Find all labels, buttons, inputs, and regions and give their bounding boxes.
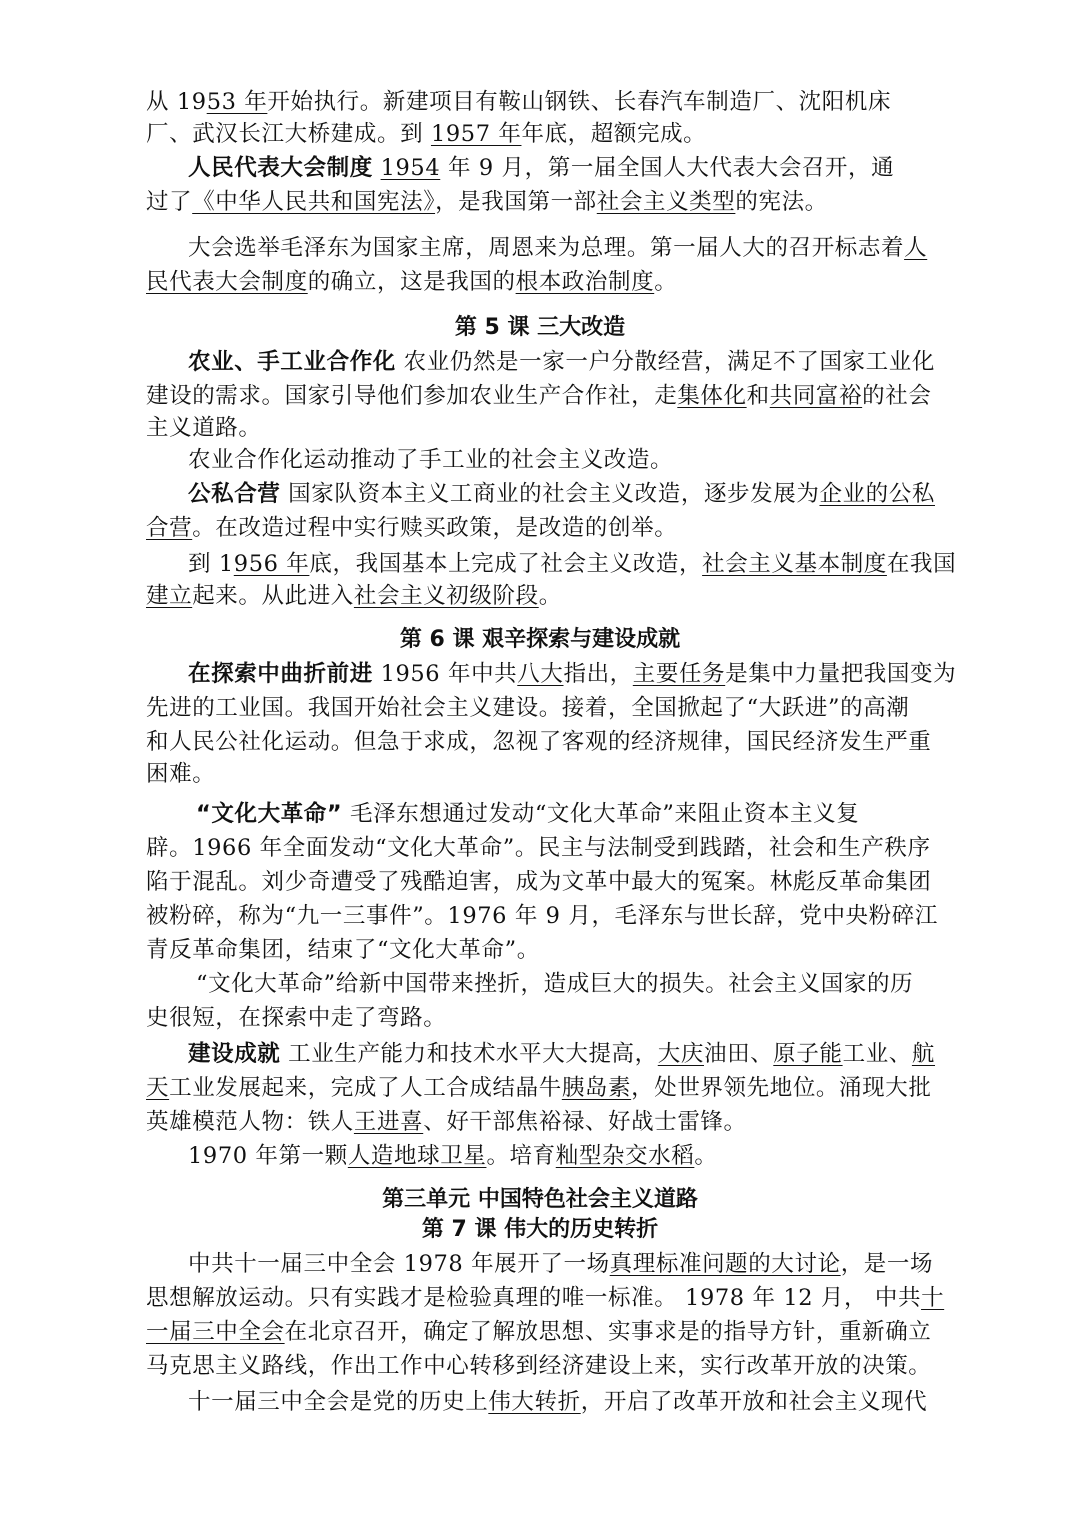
text-run: 。 xyxy=(654,269,678,295)
text-line xyxy=(146,1002,446,1034)
text-run: 和 xyxy=(746,383,770,409)
text-run: 农业仍然是一家一户分散经营，满足不了国家工业化 xyxy=(395,349,935,375)
text-run: ，是我国第一部 xyxy=(435,189,597,215)
text-line xyxy=(188,232,927,264)
text-run: 过了 xyxy=(146,189,193,215)
section-heading: 第 5 课 三大改造 xyxy=(454,315,626,340)
term-heading: 在探索中曲折前进 xyxy=(188,661,373,687)
text-run: 工业生产能力和技术水平大大提高， xyxy=(280,1041,658,1067)
text-run: 工业发展起来，完成了人工合成结晶牛 xyxy=(169,1075,562,1101)
text-line xyxy=(188,1248,933,1280)
text-line xyxy=(196,968,913,1000)
text-run: 主义道路。 xyxy=(146,415,262,441)
text-run: 中共十一届三中全会 1978 年展开了一场 xyxy=(188,1251,610,1277)
text-run: 从 19 xyxy=(146,89,207,115)
key-term: 航 xyxy=(911,1041,936,1067)
text-run: 青反革命集团，结束了“文化大革命”。 xyxy=(146,937,540,963)
text-line xyxy=(146,1282,944,1314)
text-run: 困难。 xyxy=(146,761,216,787)
key-term: 八大 xyxy=(517,661,564,687)
text-run xyxy=(373,155,381,181)
text-line xyxy=(188,548,956,580)
term-heading: 农业、手工业合作化 xyxy=(188,349,396,375)
key-term: 胰岛素 xyxy=(561,1075,632,1101)
text-run: 的宪法。 xyxy=(735,189,828,215)
key-term: 956 年 xyxy=(233,551,310,577)
text-run: 思想解放运动。只有实践才是检验真理的唯一标准。 1978 年 12 月， 中共 xyxy=(146,1285,922,1311)
text-line xyxy=(146,380,931,412)
text-run: 先进的工业国。我国开始社会主义建设。接着，全国掀起了“大跃进”的高潮 xyxy=(146,695,910,721)
key-term: 民代表大会制度 xyxy=(146,269,308,295)
text-run: 的社会 xyxy=(862,383,932,409)
key-term: 大庆 xyxy=(657,1041,704,1067)
text-run: 。培育 xyxy=(486,1143,556,1169)
key-term: 十 xyxy=(921,1285,945,1311)
text-run: ，是一场 xyxy=(840,1251,934,1277)
key-term: 根本政治制度 xyxy=(515,269,655,295)
text-run: 十一届三中全会是党的历史上 xyxy=(188,1389,489,1415)
section-heading: 第 6 课 艰辛探索与建设成就 xyxy=(399,627,681,652)
key-term: 社会主义初级阶段 xyxy=(353,583,539,609)
section-heading: 第三单元 中国特色社会主义道路 xyxy=(382,1187,698,1212)
term-heading: 建设成就 xyxy=(188,1041,281,1067)
text-run: 英雄模范人物：铁人 xyxy=(146,1109,354,1135)
text-line xyxy=(188,478,935,510)
key-term: 原子能 xyxy=(773,1041,843,1067)
text-run: 开始执行。新建项目有鞍山钢铁、长春汽车制造厂、沈阳机床 xyxy=(267,89,892,115)
term-heading: 公私合营 xyxy=(188,481,281,507)
text-line xyxy=(146,580,562,612)
text-line xyxy=(146,866,931,898)
key-term: 建立 xyxy=(146,583,193,609)
text-line xyxy=(146,1072,931,1104)
text-run: ，开启了改革开放和社会主义现代 xyxy=(580,1389,928,1415)
key-term: 企业的公私 xyxy=(819,481,935,507)
text-line xyxy=(188,1386,927,1418)
text-run: 在北京召开，确定了解放思想、实事求是的指导方针，重新确立 xyxy=(284,1319,932,1345)
text-run: 底，我国基本上完成了社会主义改造， xyxy=(309,551,703,577)
text-line xyxy=(146,412,262,444)
text-run: 国家队资本主义工商业的社会主义改造，逐步发展为 xyxy=(280,481,820,507)
text-run: 在我国 xyxy=(886,551,957,577)
text-line xyxy=(146,266,677,298)
text-line xyxy=(146,1350,931,1382)
text-run: 史很短，在探索中走了弯路。 xyxy=(146,1005,447,1031)
text-run: 的确立，这是我国的 xyxy=(307,269,516,295)
key-term: 人 xyxy=(904,235,928,261)
text-line xyxy=(188,1038,935,1070)
text-line xyxy=(188,658,956,690)
key-term: 集体化 xyxy=(677,383,747,409)
key-term: 53 年 xyxy=(206,89,268,115)
text-run: 1970 年第一颗 xyxy=(188,1143,348,1169)
text-run: 辟。1966 年全面发动“文化大革命”。民主与法制受到践踏，社会和生产秩序 xyxy=(146,835,931,861)
key-term: 王进喜 xyxy=(353,1109,424,1135)
term-heading: 人民代表大会制度 xyxy=(188,155,373,181)
key-term: 一届三中全会 xyxy=(146,1319,285,1345)
key-term: 《中华人民共和国宪法》 xyxy=(192,189,436,215)
text-run: 厂、武汉长江大桥建成。到 xyxy=(146,121,431,147)
text-run: 。 xyxy=(694,1143,718,1169)
text-run: 是集中力量把我国变为 xyxy=(725,661,957,687)
text-line xyxy=(146,186,828,218)
text-run: 油田、 xyxy=(703,1041,774,1067)
key-term: 1957 年 xyxy=(430,121,522,147)
text-line xyxy=(146,86,891,118)
text-line xyxy=(146,1106,747,1138)
key-term: 合营 xyxy=(146,515,193,541)
text-line xyxy=(146,900,938,932)
text-run: “文化大革命”给新中国带来挫折，造成巨大的损失。社会主义国家的历 xyxy=(196,971,914,997)
text-line xyxy=(146,726,931,758)
text-run: 陷于混乱。刘少奇遭受了残酷迫害，成为文革中最大的冤案。林彪反革命集团 xyxy=(146,869,932,895)
key-term: 天 xyxy=(146,1075,170,1101)
text-run: 1956 年中共 xyxy=(372,661,518,687)
key-term: 共同富裕 xyxy=(769,383,863,409)
key-term: 籼型杂交水稻 xyxy=(555,1143,695,1169)
text-line xyxy=(146,512,677,544)
text-run: 、好干部焦裕禄、好战士雷锋。 xyxy=(423,1109,747,1135)
text-run: 大会选举毛泽东为国家主席，周恩来为总理。第一届人大的召开标志着 xyxy=(188,235,905,261)
text-line xyxy=(188,444,673,476)
text-run: 毛泽东想通过发动“文化大革命”来阻止资本主义复 xyxy=(342,801,860,827)
text-line xyxy=(146,692,909,724)
text-run: 马克思主义路线，作出工作中心转移到经济建设上来，实行改革开放的决策。 xyxy=(146,1353,932,1379)
text-run: 起来。从此进入 xyxy=(192,583,354,609)
text-line xyxy=(188,152,894,184)
text-run: 建设的需求。国家引导他们参加农业生产合作社，走 xyxy=(146,383,678,409)
term-heading: “文化大革命” xyxy=(196,801,343,827)
text-run: 年 9 月，第一届全国人大代表大会召开，通 xyxy=(440,155,895,181)
text-run: 。 xyxy=(538,583,562,609)
key-term: 真理标准问题的大讨论 xyxy=(609,1251,841,1277)
text-line xyxy=(146,832,931,864)
key-term: 1954 xyxy=(380,155,441,181)
key-term: 主要任务 xyxy=(632,661,726,687)
text-run: ，处世界领先地位。涌现大批 xyxy=(631,1075,932,1101)
key-term: 社会主义类型 xyxy=(596,189,736,215)
text-run: 年底，超额完成。 xyxy=(521,121,707,147)
text-run: 被粉碎，称为“九一三事件”。1976 年 9 月，毛泽东与世长辞，党中央粉碎江 xyxy=(146,903,938,929)
text-line xyxy=(196,798,859,830)
section-heading: 第 7 课 伟大的历史转折 xyxy=(421,1217,659,1242)
key-term: 伟大转折 xyxy=(488,1389,581,1415)
text-line xyxy=(146,934,540,966)
key-term: 社会主义基本制度 xyxy=(702,551,887,577)
text-run: 工业、 xyxy=(842,1041,912,1067)
text-line xyxy=(188,1140,717,1172)
text-line xyxy=(188,346,935,378)
text-run: 。在改造过程中实行赎买政策，是改造的创举。 xyxy=(192,515,678,541)
text-line xyxy=(146,758,215,790)
key-term: 人造地球卫星 xyxy=(347,1143,487,1169)
text-line xyxy=(146,1316,931,1348)
text-run: 指出， xyxy=(563,661,633,687)
text-run: 到 1 xyxy=(188,551,234,577)
text-run: 和人民公社化运动。但急于求成，忽视了客观的经济规律，国民经济发生严重 xyxy=(146,729,932,755)
text-run: 农业合作化运动推动了手工业的社会主义改造。 xyxy=(188,447,674,473)
text-line xyxy=(146,118,706,150)
